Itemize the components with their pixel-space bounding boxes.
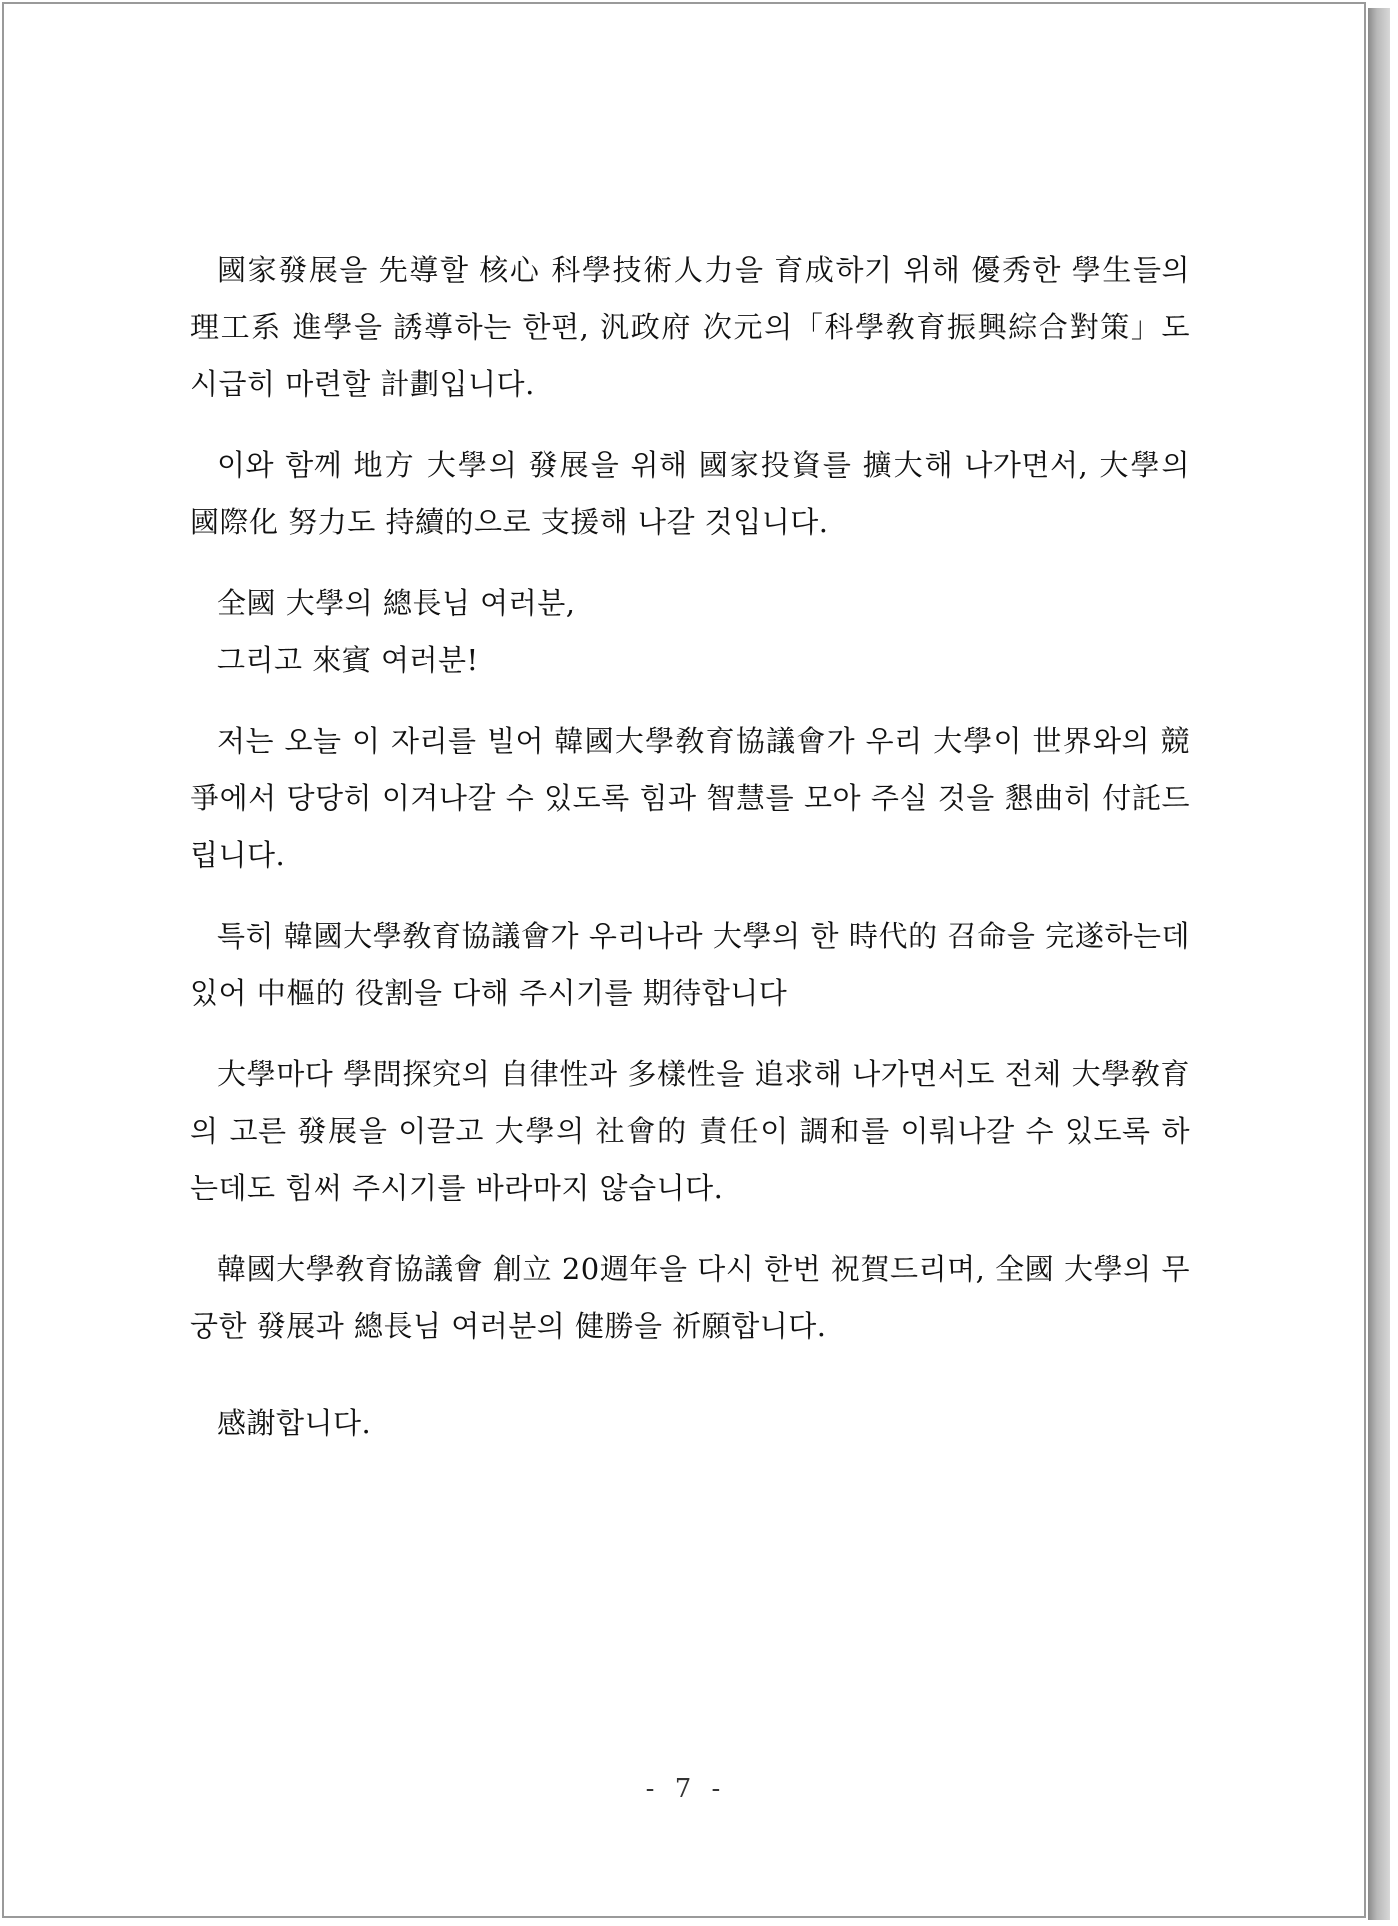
page-number: - 7 - [645, 1774, 727, 1804]
paragraph-expectation: 특히 韓國大學敎育協議會가 우리나라 大學의 한 時代的 召命을 完遂하는데 있어 中樞的 役割을 다해 주시기를 期待합니다 [190, 919, 1190, 1010]
paragraph-science-talent: 國家發展을 先導할 核心 科學技術人力을 育成하기 위해 優秀한 學生들의 理工系 進學을 誘導하는 한편, 汎政府 次元의「科學敎育振興綜合對策」도 시급히 마련할 計劃입니다. [190, 253, 1190, 401]
closing-thanks: 感謝합니다. [217, 1406, 372, 1440]
document-page [2, 2, 1366, 1918]
greeting-presidents: 全國 大學의 總長님 여러분, [217, 586, 576, 620]
document-body [190, 242, 1190, 1452]
greeting-guests: 그리고 來賓 여러분! [217, 643, 479, 677]
paragraph-congratulation: 韓國大學敎育協議會 創立 20週年을 다시 한번 祝賀드리며, 全國 大學의 무궁한 發展과 總長님 여러분의 健勝을 祈願합니다. [190, 1252, 1190, 1343]
paragraph-request: 저는 오늘 이 자리를 빌어 韓國大學敎育協議會가 우리 大學이 世界와의 競爭에서 당당히 이겨나갈 수 있도록 힘과 智慧를 모아 주실 것을 懇曲히 付託드립니다. [190, 724, 1190, 872]
greeting-block [190, 575, 1190, 689]
paragraph-regional-universities: 이와 함께 地方 大學의 發展을 위해 國家投資를 擴大해 나가면서, 大學의 國際化 努力도 持續的으로 支援해 나갈 것입니다. [190, 448, 1190, 539]
page-edge-shadow [1368, 8, 1390, 1920]
paragraph-autonomy: 大學마다 學問探究의 自律性과 多樣性을 追求해 나가면서도 전체 大學敎育의 고른 發展을 이끌고 大學의 社會的 責任이 調和를 이뤄나갈 수 있도록 하는데도 힘써 주시기를 바라마지 않습니다. [190, 1057, 1190, 1205]
